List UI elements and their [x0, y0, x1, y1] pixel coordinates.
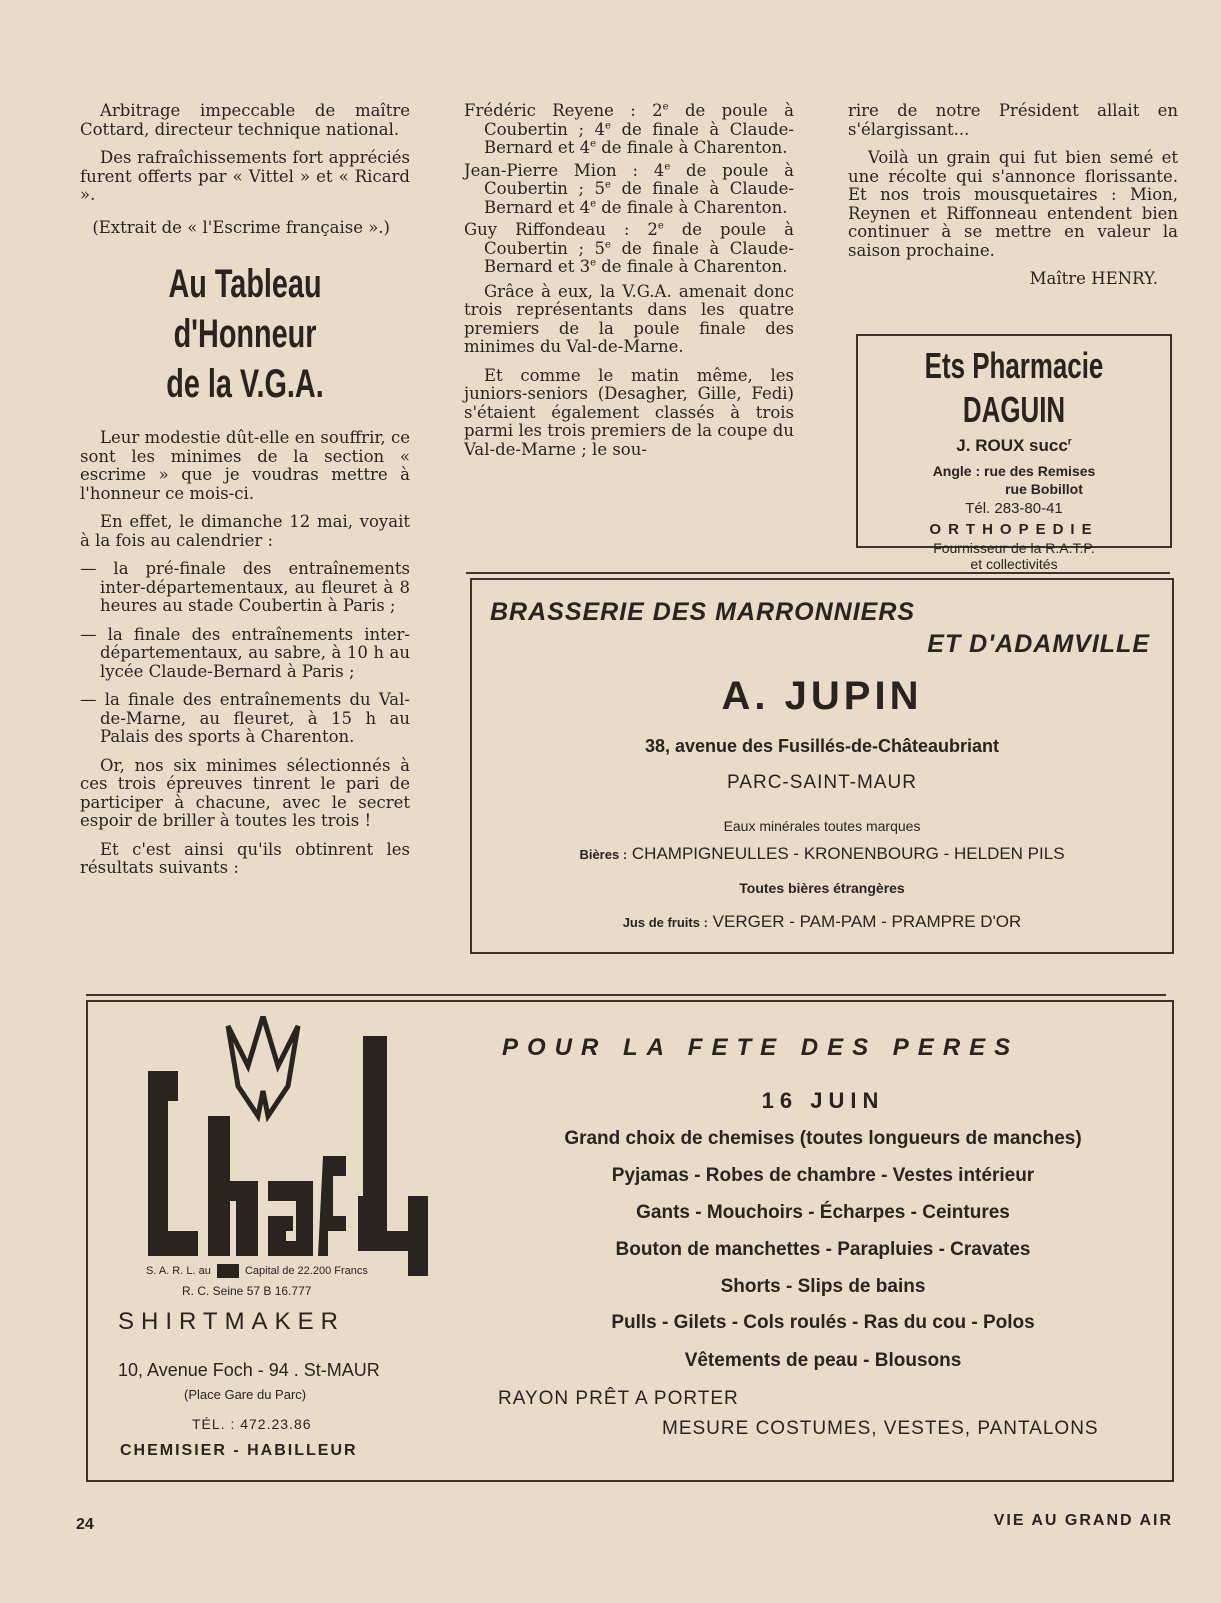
chaly-address: 10, Avenue Foch - 94 . St-MAUR: [118, 1360, 380, 1380]
result-item: Frédéric Reyene : 2e de poule à Coubertin ; 4e de finale à Claude-Bernard et 4e de finale à Charenton.: [464, 101, 794, 157]
brasserie-waters: Eaux minérales toutes marques: [723, 818, 921, 834]
magazine-name: VIE AU GRAND AIR: [993, 1512, 1173, 1529]
chaly-mesure: MESURE COSTUMES, VESTES, PANTALONS: [662, 1418, 1099, 1439]
divider: [466, 572, 1170, 574]
pharmacie-supplier-1: Fournisseur de la R.A.T.P.: [933, 540, 1095, 556]
brasserie-juices: Jus de fruits : VERGER - PAM-PAM - PRAMPRE D'OR: [622, 912, 1022, 931]
paragraph: Et comme le matin même, les juniors-seniors (Desagher, Gille, Fedi) s'étaient également classés à trois parmi les trois premiers de la coupe du Val-de-Marne ; le sou-: [464, 365, 794, 459]
pharmacie-address-1: Angle : rue des Remises: [932, 463, 1096, 479]
crown-icon: [228, 1016, 298, 1116]
chaly-logo: [118, 1016, 428, 1276]
pharmacie-ad: [856, 334, 1172, 572]
chaly-headline: POUR LA FETE DES PERES: [502, 1034, 1020, 1061]
chaly-offer-line-5: Shorts - Slips de bains: [720, 1276, 926, 1297]
pharmacie-phone: Tél. 283-80-41: [965, 500, 1063, 517]
chaly-offer-line-1: Grand choix de chemises (toutes longueurs de manches): [564, 1128, 1082, 1149]
signature: Maître HENRY.: [1029, 269, 1158, 288]
source-credit: (Extrait de « l'Escrime française ».): [92, 217, 390, 237]
logo-letter-h-arc: [230, 1181, 258, 1256]
list-item: — la finale des entraînements inter-départementaux, au sabre, à 10 h au lycée Claude-Bernard à Paris ;: [80, 624, 410, 681]
chaly-date: 16 JUIN: [761, 1088, 885, 1113]
result-item: Guy Riffondeau : 2e de poule à Coubertin ; 5e de finale à Claude-Bernard et 3e de finale à Charenton.: [464, 220, 794, 276]
brasserie-city: PARC-SAINT-MAUR: [727, 772, 917, 793]
chaly-shirtmaker: SHIRTMAKER: [118, 1308, 345, 1335]
chaly-offer-line-2: Pyjamas - Robes de chambre - Vestes intérieur: [611, 1165, 1035, 1186]
chaly-rayon: RAYON PRÊT A PORTER: [498, 1388, 739, 1409]
heading-line-2: de la V.G.A.: [166, 362, 324, 406]
heading-line-1: Au Tableau d'Honneur: [168, 262, 322, 356]
chaly-sarl: S. A. R. L. au Capital de 22.200 Francs: [146, 1264, 368, 1277]
brasserie-name-2: ET D'ADAMVILLE: [927, 630, 1150, 658]
logo-letter-c: [148, 1071, 198, 1256]
paragraph: Or, nos six minimes sélectionnés à ces trois épreuves tinrent le pari de participer à chacune, avec le secret espoir de briller à toutes les trois !: [80, 755, 410, 830]
paragraph: Voilà un grain qui fut bien semé et une récolte qui s'annonce florissante. Et nos trois mousquetaires : Mion, Reynen et Riffonneau entendent bien continuer à se mettre en valeur la saison prochaine.: [848, 148, 1178, 260]
logo-letter-y: [358, 1196, 428, 1276]
pharmacie-title: Ets Pharmacie DAGUIN: [924, 345, 1104, 430]
chaly-offer-line-3: Gants - Mouchoirs - Écharpes - Ceintures: [636, 1202, 1010, 1223]
paragraph: rire de notre Président allait en s'élargissant...: [848, 101, 1178, 139]
divider: [86, 994, 1166, 996]
pharmacie-address-2: rue Bobillot: [1005, 481, 1083, 497]
logo-letter-l: [318, 1156, 346, 1256]
brasserie-ad: [470, 578, 1174, 954]
brasserie-name-1: BRASSERIE DES MARRONNIERS: [490, 598, 916, 626]
paragraph: Et c'est ainsi qu'ils obtinrent les résultats suivants :: [80, 839, 410, 877]
black-block: [217, 1264, 239, 1278]
page-number: 24: [76, 1516, 94, 1533]
pharmacie-speciality: ORTHOPEDIE: [929, 521, 1099, 538]
chaly-offer-line-6: Pulls - Gilets - Cols roulés - Ras du cou - Polos: [611, 1312, 1035, 1333]
logo-letter-a: [268, 1181, 313, 1256]
chaly-ad: [86, 1000, 1174, 1482]
chaly-place: (Place Gare du Parc): [184, 1387, 307, 1402]
chaly-phone: TÉL. : 472.23.86: [192, 1416, 312, 1432]
list-item: — la finale des entraînements du Val-de-Marne, au fleuret, à 15 h au Palais des sports à Charenton.: [80, 690, 410, 746]
result-item: Jean-Pierre Mion : 4e de poule à Coubertin ; 5e de finale à Claude-Bernard et 4e de finale à Charenton.: [464, 160, 794, 217]
chaly-trades: CHEMISIER - HABILLEUR: [120, 1442, 358, 1459]
section-heading: [80, 259, 410, 409]
pharmacie-successor: J. ROUX succ$^r$: [956, 436, 1072, 455]
logo-letter-h-stem: [208, 1116, 230, 1256]
pharmacie-supplier-2: et collectivités: [970, 556, 1058, 572]
paragraph: En effet, le dimanche 12 mai, voyait à la fois au calendrier :: [80, 512, 410, 550]
chaly-rc: R. C. Seine 57 B 16.777: [182, 1284, 312, 1298]
chaly-offer-line-7: Vêtements de peau - Blousons: [684, 1350, 962, 1371]
column-1: [80, 102, 410, 888]
paragraph: Des rafraîchissements fort appréciés furent offerts par « Vittel » et « Ricard ».: [80, 148, 410, 204]
brasserie-foreign: Toutes bières étrangères: [739, 880, 905, 896]
list-item: — la pré-finale des entraînements inter-départementaux, au fleuret à 8 heures au stade Coubertin à Paris ;: [80, 559, 410, 615]
brasserie-beers: Bières : CHAMPIGNEULLES - KRONENBOURG - HELDEN PILS: [579, 844, 1065, 863]
column-2: [464, 102, 794, 469]
column-3: [848, 102, 1178, 299]
chaly-offer-line-4: Bouton de manchettes - Parapluies - Cravates: [615, 1239, 1031, 1260]
paragraph: Leur modestie dût-elle en souffrir, ce sont les minimes de la section « escrime » que je voudras mettre à l'honneur ce mois-ci.: [80, 428, 410, 503]
paragraph: Arbitrage impeccable de maître Cottard, directeur technique national.: [80, 101, 410, 139]
brasserie-owner: A. JUPIN: [721, 674, 923, 718]
brasserie-address: 38, avenue des Fusillés-de-Châteaubriant: [644, 736, 1000, 756]
paragraph: Grâce à eux, la V.G.A. amenait donc trois représentants dans les quatre premiers de la poule finale des minimes du Val-de-Marne.: [464, 281, 794, 356]
